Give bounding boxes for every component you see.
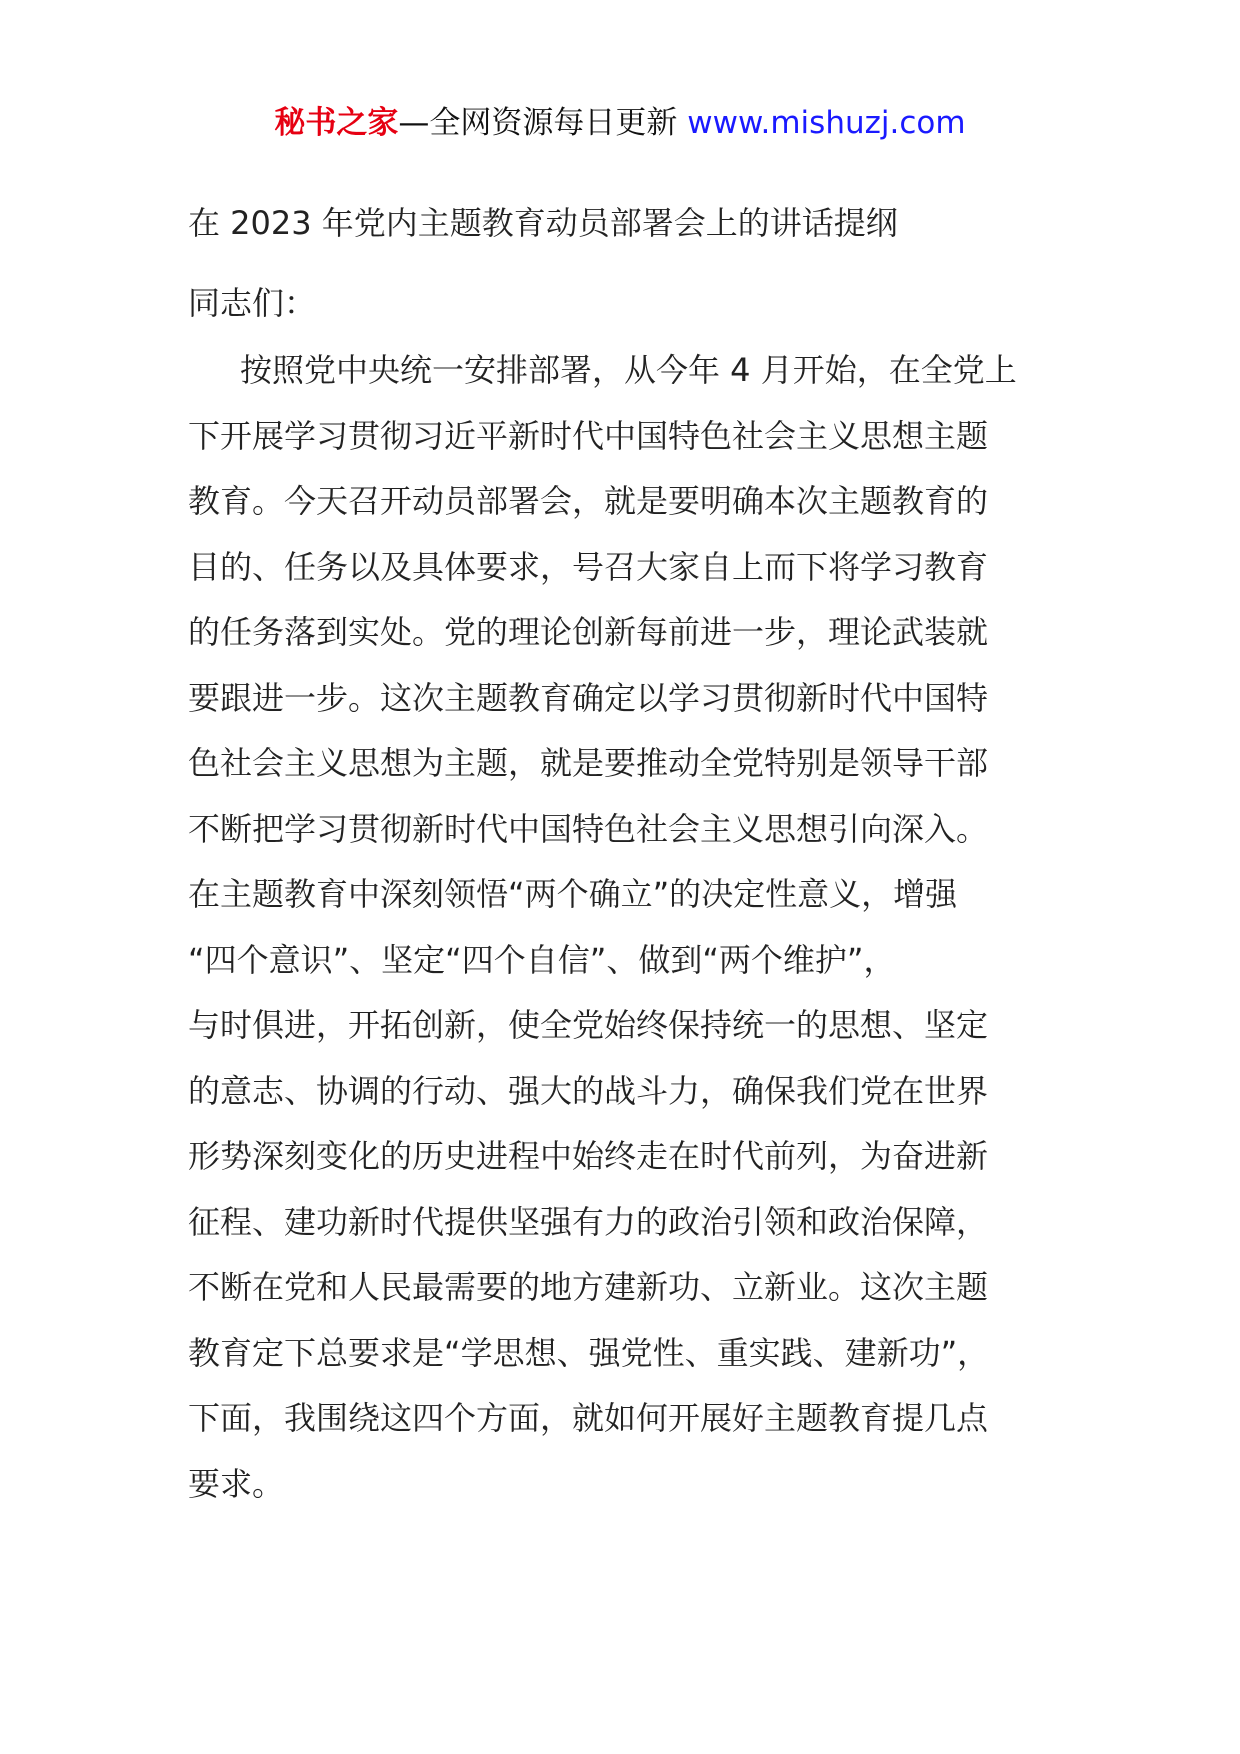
paragraph-line: 的意志、协调的行动、强大的战斗力，确保我们党在世界: [188, 1071, 989, 1110]
paragraph-line: 不断在党和人民最需要的地方建新功、立新业。这次主题: [188, 1268, 989, 1306]
brand-name: 秘书之家: [274, 105, 399, 141]
paragraph-line: 与时俱进，开拓创新，使全党始终保持统一的思想、坚定: [188, 1006, 989, 1044]
paragraph-line: 目的、任务以及具体要求，号召大家自上而下将学习教育: [188, 547, 989, 586]
paragraph-line: 教育定下总要求是“学思想、强党性、重实践、建新功”，: [188, 1333, 990, 1372]
site-header: [0, 98, 1240, 148]
paragraph-line: “四个意识”、坚定“四个自信”、做到“两个维护”，: [188, 940, 896, 979]
paragraph-line: 征程、建功新时代提供坚强有力的政治引领和政治保障，: [188, 1202, 989, 1241]
body-paragraph: [188, 338, 1068, 1517]
paragraph-line: 要跟进一步。这次主题教育确定以学习贯彻新时代中国特: [188, 678, 989, 717]
paragraph-line: 形势深刻变化的历史进程中始终走在时代前列，为奋进新: [188, 1137, 989, 1175]
paragraph-line: 的任务落到实处。党的理论创新每前进一步，理论武装就: [188, 613, 989, 651]
site-url-link[interactable]: www.mishuzj.com: [687, 105, 966, 141]
salutation: 同志们：: [188, 284, 317, 322]
header-tagline: —全网资源每日更新: [398, 105, 678, 141]
paragraph-line: 下开展学习贯彻习近平新时代中国特色社会主义思想主题: [188, 416, 989, 455]
paragraph-line: 在主题教育中深刻领悟“两个确立”的决定性意义，增强: [188, 875, 958, 913]
document-title: 在 2023 年党内主题教育动员部署会上的讲话提纲: [188, 204, 898, 242]
paragraph-line: 不断把学习贯彻新时代中国特色社会主义思想引向深入。: [188, 809, 989, 848]
paragraph-line: 按照党中央统一安排部署，从今年 4 月开始，在全党上: [240, 351, 1017, 389]
paragraph-line: 要求。: [188, 1464, 285, 1503]
paragraph-line: 教育。今天召开动员部署会，就是要明确本次主题教育的: [188, 482, 989, 520]
paragraph-line: 色社会主义思想为主题，就是要推动全党特别是领导干部: [188, 744, 989, 782]
paragraph-line: 下面，我围绕这四个方面，就如何开展好主题教育提几点: [188, 1399, 989, 1437]
